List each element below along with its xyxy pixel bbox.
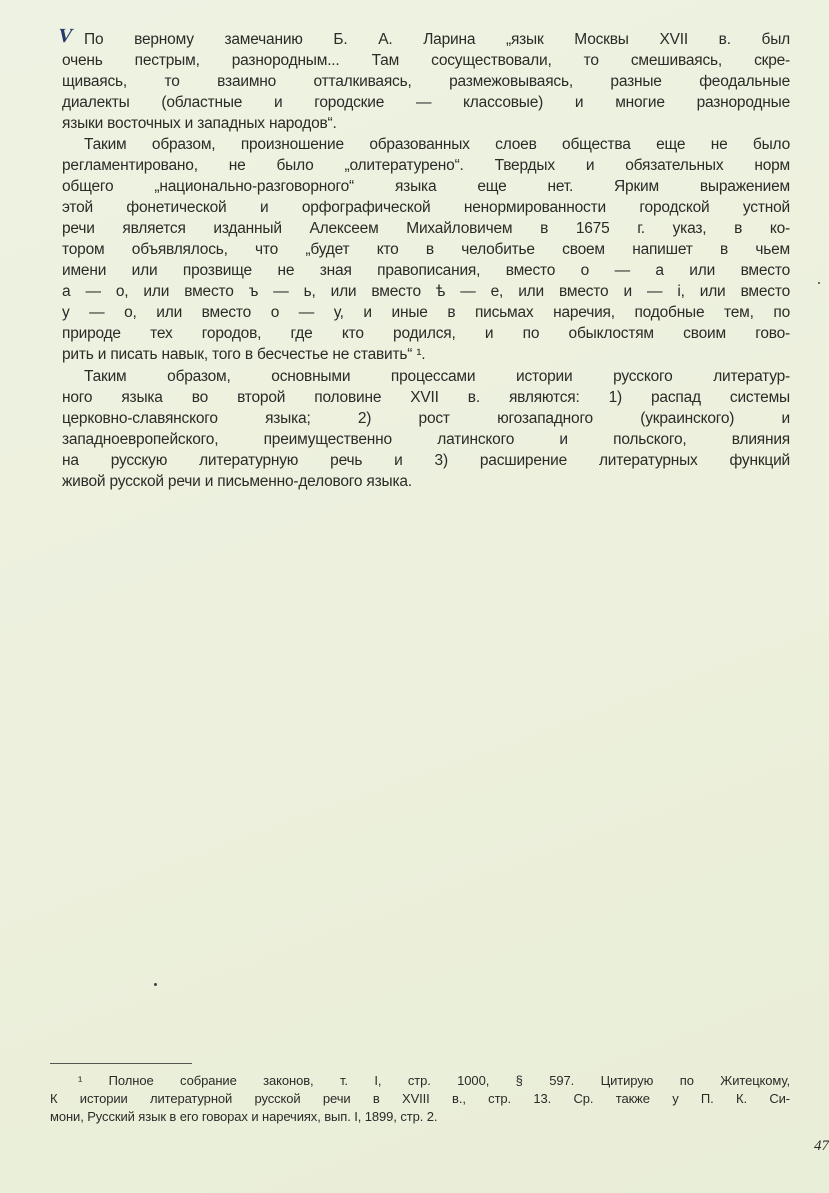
footnote-line: К истории литературной русской речи в XVIII в., стр. 13. Ср. также у П. К. Си- (50, 1091, 790, 1106)
body-line: общего „национально-разговорного“ языка еще нет. Ярким выражением (62, 178, 790, 195)
body-line: имени или прозвище не зная правописания, вместо о — а или вместо (62, 262, 790, 279)
body-line: на русскую литературную речь и 3) расширение литературных функций (62, 452, 790, 469)
body-line: у — о, или вместо о — у, и иные в письмах наречия, подобные тем, по (62, 304, 790, 321)
footnote-line: мони, Русский язык в его говорах и наречиях, вып. I, 1899, стр. 2. (50, 1109, 438, 1124)
body-line: этой фонетической и орфографической ненормированности городской устной (62, 199, 790, 216)
body-line: щиваясь, то взаимно отталкиваясь, размежовываясь, разные феодальные (62, 73, 790, 90)
body-line: языки восточных и западных народов“. (62, 115, 337, 132)
page-number: 47 (814, 1138, 829, 1154)
scan-speck (154, 983, 157, 986)
body-line: тором объявлялось, что „будет кто в челобитье своем напишет в чьем (62, 241, 790, 258)
body-line: регламентировано, не было „олитературено“. Твердых и обязательных норм (62, 157, 790, 174)
body-line: живой русской речи и письменно-делового языка. (62, 473, 412, 490)
body-line: церковно-славянского языка; 2) рост югозападного (украинского) и (62, 410, 790, 427)
body-line: а — о, или вместо ъ — ь, или вместо ѣ — е, или вместо и — i, или вместо (62, 283, 790, 300)
body-line: западноевропейского, преимущественно латинского и польского, влияния (62, 431, 790, 448)
body-line: рить и писать навык, того в бесчестье не ставить“ ¹. (62, 346, 426, 363)
scan-speck (818, 282, 820, 284)
body-line: очень пестрым, разнородным... Там сосуществовали, то смешиваясь, скре- (62, 52, 790, 69)
body-line: природе тех городов, где кто родился, и по обыклостям своим гово- (62, 325, 790, 342)
body-line: Таким образом, основными процессами истории русского литератур- (84, 368, 790, 385)
body-line: диалекты (областные и городские — классовые) и многие разнородные (62, 94, 790, 111)
body-line: ного языка во второй половине XVII в. являются: 1) распад системы (62, 389, 790, 406)
footnote-line: ¹ Полное собрание законов, т. I, стр. 1000, § 597. Цитирую по Житецкому, (78, 1073, 790, 1088)
body-line: речи является изданный Алексеем Михайловичем в 1675 г. указ, в ко- (62, 220, 790, 237)
handwritten-check-mark: V (55, 25, 75, 47)
footnote-separator (50, 1063, 192, 1064)
body-line: По верному замечанию Б. А. Ларина „язык Москвы XVII в. был (84, 31, 790, 48)
body-line: Таким образом, произношение образованных слоев общества еще не было (84, 136, 790, 153)
